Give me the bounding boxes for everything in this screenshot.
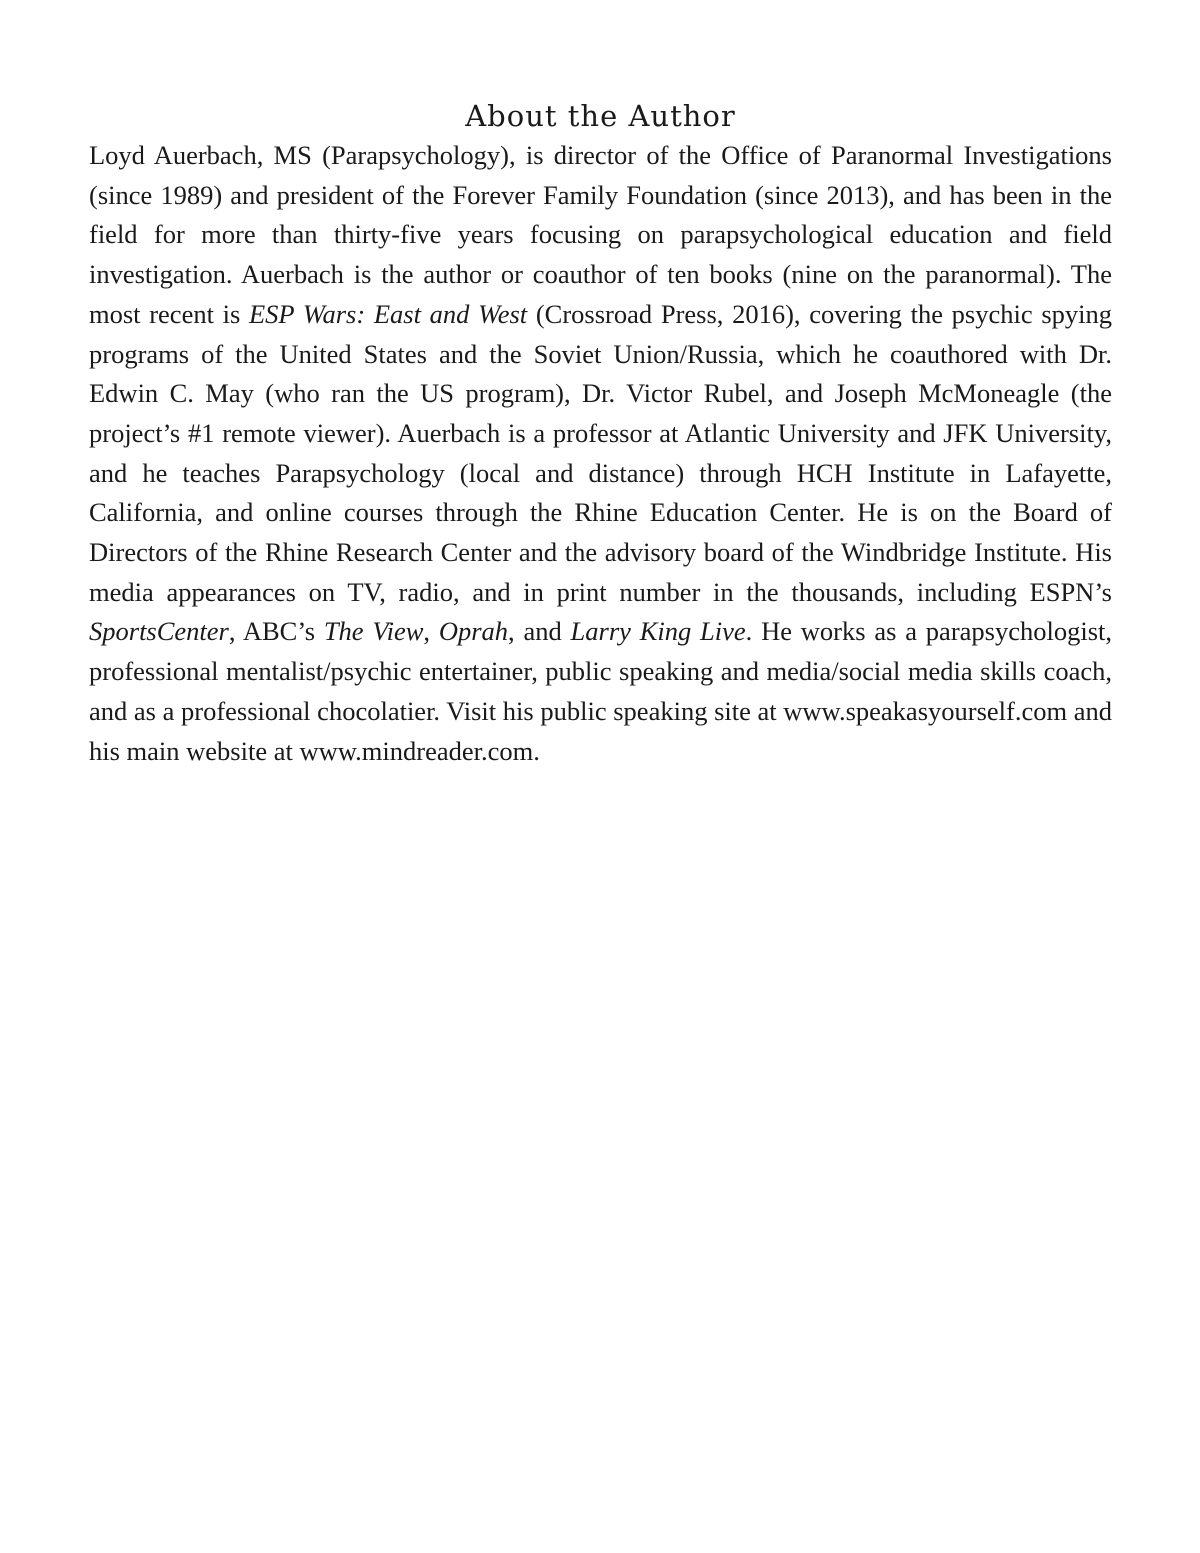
show-title: Larry King Live — [570, 616, 746, 647]
show-title: Oprah — [438, 616, 509, 647]
page-title: About the Author — [465, 99, 736, 133]
bio-text: Loyd Auerbach, MS (Parapsychology), is director of the Office of Paranormal Investigations (since 1989) and president of the Forever Family Foundation (since 2013), and has been in the field for more than thirty-five years focusing on parapsychological education and field investigation. Auerbach is the author or coauthor of ten books (nine on the paranormal). The most recent is — [89, 140, 1112, 329]
show-title: SportsCenter — [89, 616, 229, 647]
bio-text: (Crossroad Press, 2016), covering the psychic spying programs of the United States and the Soviet Union/Russia, which he coauthored with Dr. Edwin C. May (who ran the US program), Dr. Victor Rubel, and Joseph McMoneagle (the project’s #1 remote viewer). Auerbach is a professor at Atlantic University and JFK University, and he teaches Parapsychology (local and distance) through HCH Institute in Lafayette, California, and online courses through the Rhine Education Center. He is on the Board of Directors of the Rhine Research Center and the advisory board of the Windbridge Institute. His media appearances on TV, radio, and in print number in the thousands, including ESPN’s — [89, 298, 1112, 607]
book-title: ESP Wars: East and West — [249, 298, 528, 329]
bio-text: , and — [508, 616, 571, 647]
bio-text: , ABC’s — [228, 616, 324, 647]
show-title: The View — [323, 616, 424, 647]
page — [89, 96, 1112, 771]
bio-text: . He works as a parapsychologist, professional mentalist/psychic entertainer, public speaking and media/social media skills coach, and as a professional chocolatier. Visit his public speaking site at www.speakasyourself.com and his main website at www.mindreader.com. — [89, 616, 1113, 766]
author-bio — [89, 136, 1112, 771]
bio-text: , — [423, 616, 439, 647]
